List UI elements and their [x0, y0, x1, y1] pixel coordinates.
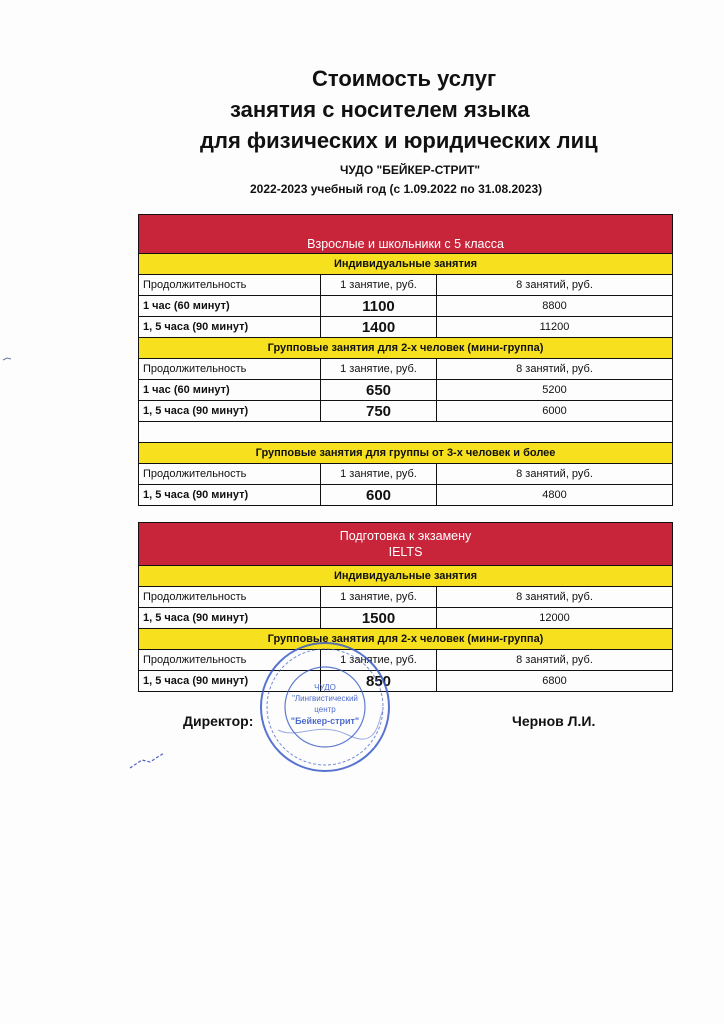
price-one-lesson: 1400 — [321, 317, 437, 338]
price-one-lesson: 750 — [321, 401, 437, 422]
table-row — [139, 401, 673, 422]
col-header-duration: Продолжительность — [139, 275, 321, 296]
table-row — [139, 608, 673, 629]
price-one-lesson: 600 — [321, 485, 437, 506]
col-header-eight-lessons: 8 занятий, руб. — [437, 587, 673, 608]
organization-name: ЧУДО "БЕЙКЕР-СТРИТ" — [340, 163, 481, 177]
duration-cell: 1, 5 часа (90 минут) — [139, 608, 321, 629]
col-header-one-lesson: 1 занятие, руб. — [321, 587, 437, 608]
stamp-text-3: центр — [314, 705, 336, 714]
duration-cell: 1 час (60 минут) — [139, 296, 321, 317]
table-row — [139, 380, 673, 401]
table-title-row — [139, 215, 673, 254]
duration-cell: 1, 5 часа (90 минут) — [139, 317, 321, 338]
col-header-duration: Продолжительность — [139, 464, 321, 485]
column-header-row — [139, 464, 673, 485]
pen-stroke-mark — [128, 750, 168, 772]
table-row — [139, 485, 673, 506]
section-heading-individual: Индивидуальные занятия — [139, 566, 673, 587]
table-row — [139, 317, 673, 338]
column-header-row — [139, 650, 673, 671]
col-header-eight-lessons: 8 занятий, руб. — [437, 650, 673, 671]
col-header-duration: Продолжительность — [139, 359, 321, 380]
price-eight-lessons: 6800 — [437, 671, 673, 692]
academic-year: 2022-2023 учебный год (с 1.09.2022 по 31.08.2023) — [250, 182, 543, 196]
table-title-line-2: IELTS — [388, 545, 423, 559]
col-header-duration: Продолжительность — [139, 587, 321, 608]
price-eight-lessons: 4800 — [437, 485, 673, 506]
section-heading-mini-group: Групповые занятия для 2-х человек (мини-группа) — [139, 629, 673, 650]
col-header-duration: Продолжительность — [139, 650, 321, 671]
scan-mark — [2, 356, 12, 362]
column-header-row — [139, 587, 673, 608]
col-header-one-lesson: 1 занятие, руб. — [321, 650, 437, 671]
price-one-lesson: 650 — [321, 380, 437, 401]
price-eight-lessons: 6000 — [437, 401, 673, 422]
spacer-row — [139, 422, 673, 443]
table-title: Взрослые и школьники с 5 класса — [139, 215, 673, 254]
price-one-lesson: 850 — [321, 671, 437, 692]
price-eight-lessons: 12000 — [437, 608, 673, 629]
price-one-lesson: 1500 — [321, 608, 437, 629]
doc-title-line-3: для физических и юридических лиц — [200, 128, 598, 153]
price-eight-lessons: 8800 — [437, 296, 673, 317]
col-header-one-lesson: 1 занятие, руб. — [321, 275, 437, 296]
stamp-text-1: ЧУДО — [314, 683, 336, 692]
duration-cell: 1, 5 часа (90 минут) — [139, 401, 321, 422]
price-eight-lessons: 11200 — [437, 317, 673, 338]
col-header-one-lesson: 1 занятие, руб. — [321, 464, 437, 485]
organization-stamp — [258, 640, 393, 775]
column-header-row — [139, 275, 673, 296]
director-name: Чернов Л.И. — [512, 713, 596, 729]
col-header-eight-lessons: 8 занятий, руб. — [437, 275, 673, 296]
doc-title-line-2: занятия с носителем языка — [230, 97, 530, 122]
adults-price-table — [138, 214, 673, 506]
duration-cell: 1, 5 часа (90 минут) — [139, 485, 321, 506]
price-eight-lessons: 5200 — [437, 380, 673, 401]
price-one-lesson: 1100 — [321, 296, 437, 317]
col-header-one-lesson: 1 занятие, руб. — [321, 359, 437, 380]
table-row — [139, 671, 673, 692]
ielts-price-table — [138, 522, 673, 692]
table-title — [139, 523, 673, 566]
column-header-row — [139, 359, 673, 380]
duration-cell: 1, 5 часа (90 минут) — [139, 671, 321, 692]
section-heading-group: Групповые занятия для группы от 3-х человек и более — [139, 443, 673, 464]
col-header-eight-lessons: 8 занятий, руб. — [437, 464, 673, 485]
stamp-text-4: "Бейкер-стрит" — [290, 716, 360, 726]
col-header-eight-lessons: 8 занятий, руб. — [437, 359, 673, 380]
section-heading-mini-group: Групповые занятия для 2-х человек (мини-группа) — [139, 338, 673, 359]
duration-cell: 1 час (60 минут) — [139, 380, 321, 401]
doc-title-line-1: Стоимость услуг — [312, 66, 497, 91]
table-row — [139, 296, 673, 317]
section-heading-individual: Индивидуальные занятия — [139, 254, 673, 275]
stamp-text-2: "Лингвистический — [292, 694, 358, 703]
director-label: Директор: — [183, 713, 254, 729]
table-title-row — [139, 523, 673, 566]
table-title-line-1: Подготовка к экзамену — [339, 529, 472, 543]
